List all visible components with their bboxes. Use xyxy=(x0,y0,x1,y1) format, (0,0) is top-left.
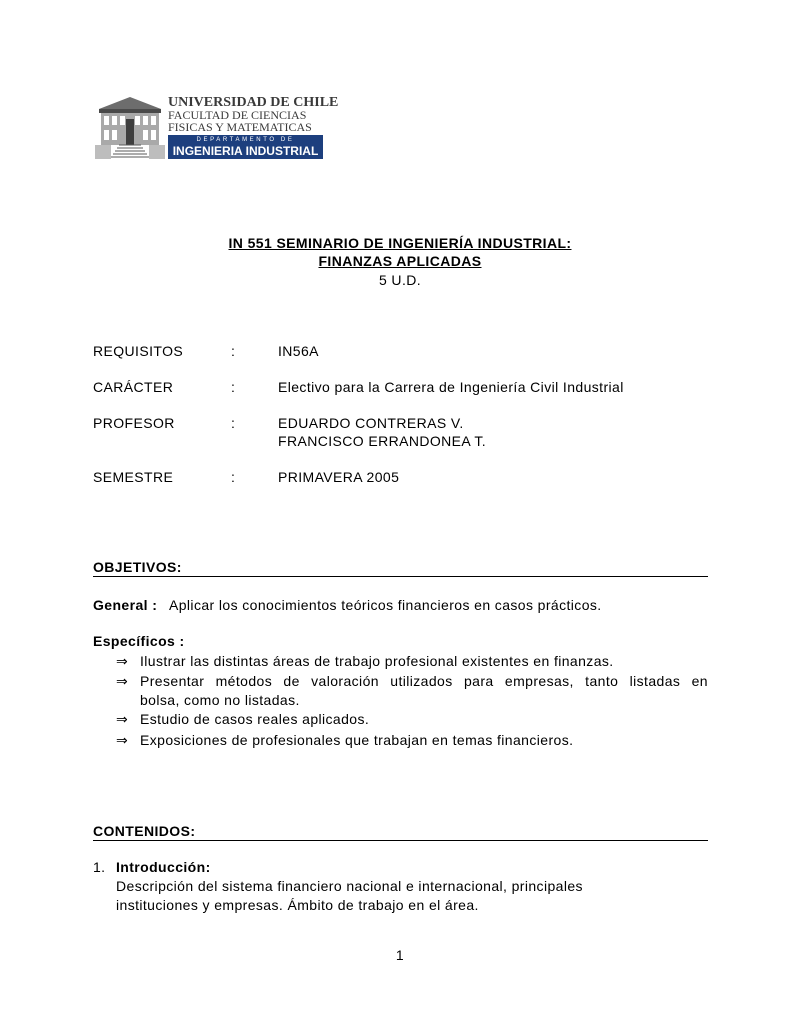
logo-band-caption: DEPARTAMENTO DE xyxy=(196,137,295,143)
info-label-caracter: CARÁCTER xyxy=(93,379,174,395)
university-logo xyxy=(95,95,339,159)
arrow-icon: ⇒ xyxy=(116,673,129,689)
info-label-requisitos: REQUISITOS xyxy=(93,343,184,359)
content-item-number: 1. xyxy=(93,859,106,875)
especificos-label: Específicos : xyxy=(93,633,185,649)
logo-department-band xyxy=(168,135,323,159)
arrow-icon: ⇒ xyxy=(116,732,129,748)
logo-faculty-name: FACULTAD DE CIENCIAS xyxy=(168,108,307,122)
objective-bullet-continued: bolsa, como no listadas. xyxy=(140,692,300,708)
course-subtitle: FINANZAS APLICADAS xyxy=(318,253,482,269)
info-value-semestre: PRIMAVERA 2005 xyxy=(278,469,400,485)
page-number: 1 xyxy=(395,947,405,963)
general-label: General : xyxy=(93,597,158,613)
logo-faculty-name-2: FISICAS Y MATEMATICAS xyxy=(168,120,312,134)
info-value-profesor-2: FRANCISCO ERRANDONEA T. xyxy=(278,433,487,449)
objective-bullet: Ilustrar las distintas áreas de trabajo profesional existentes en finanzas. xyxy=(140,653,614,669)
arrow-icon: ⇒ xyxy=(116,653,129,669)
contenidos-heading: CONTENIDOS: xyxy=(93,823,708,841)
info-separator: : xyxy=(231,469,236,485)
faculty-building-icon xyxy=(95,95,165,159)
info-label-semestre: SEMESTRE xyxy=(93,469,174,485)
info-separator: : xyxy=(231,379,236,395)
info-separator: : xyxy=(231,415,236,431)
course-title: IN 551 SEMINARIO DE INGENIERÍA INDUSTRIAL: xyxy=(228,235,572,251)
info-value-profesor-1: EDUARDO CONTRERAS V. xyxy=(278,415,464,431)
content-item-text: Descripción del sistema financiero nacional e internacional, principales xyxy=(116,878,583,894)
objective-bullet: Exposiciones de profesionales que trabajan en temas financieros. xyxy=(140,732,574,748)
logo-university-name: UNIVERSIDAD DE CHILE xyxy=(168,95,339,110)
objective-bullet: Presentar métodos de valoración utilizados para empresas, tanto listadas en xyxy=(140,673,708,689)
objetivos-heading: OBJETIVOS: xyxy=(93,559,708,577)
arrow-icon: ⇒ xyxy=(116,711,129,727)
content-item-text: instituciones y empresas. Ámbito de trabajo en el área. xyxy=(116,897,479,913)
content-item-title: Introducción: xyxy=(116,859,211,875)
info-value-caracter: Electivo para la Carrera de Ingeniería Civil Industrial xyxy=(278,379,624,395)
objective-bullet: Estudio de casos reales aplicados. xyxy=(140,711,370,727)
info-label-profesor: PROFESOR xyxy=(93,415,175,431)
logo-department-name: INGENIERIA INDUSTRIAL xyxy=(172,144,319,158)
course-credits: 5 U.D. xyxy=(378,272,422,288)
info-separator: : xyxy=(231,343,236,359)
info-value-requisitos: IN56A xyxy=(278,343,319,359)
general-text: Aplicar los conocimientos teóricos financieros en casos prácticos. xyxy=(169,597,602,613)
